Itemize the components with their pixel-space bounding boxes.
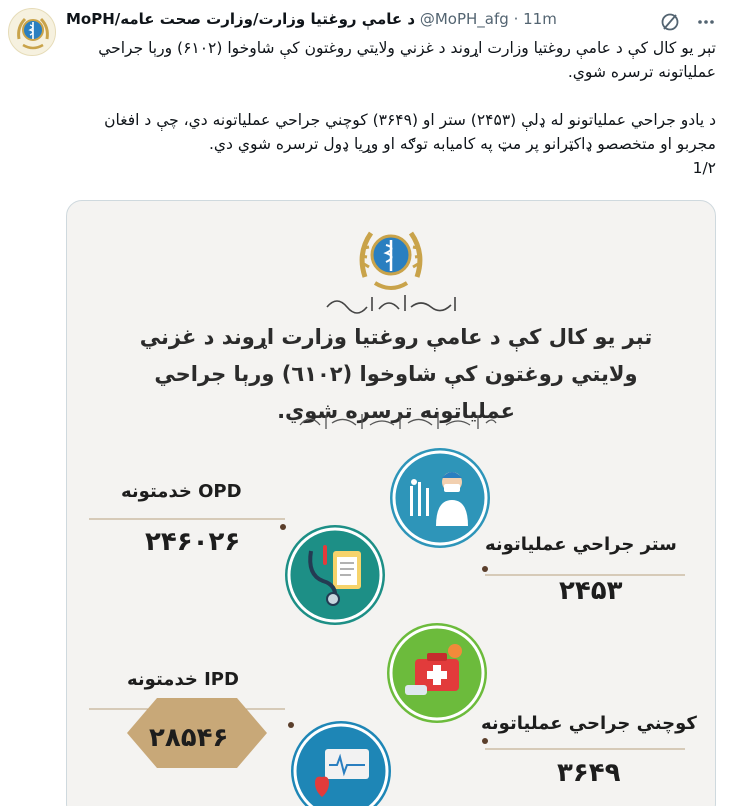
opd-badge [285,525,385,625]
more-icon [696,12,716,32]
ministry-logo [9,9,56,56]
ipd-services-value: ۲۸۵۴۶ [149,723,229,753]
minor-surgeries-label: کوچني جراحي عملیاتونه [481,713,697,734]
thread-marker: 1/۲ [692,159,716,177]
ipd-services-label: IPD خدمتونه [127,669,239,690]
more-button[interactable] [692,8,720,36]
poster-title: تېر یو کال کې د عامې روغتیا وزارت اړوند د غزني ولایتي روغتون کې شاوخوا (٦١٠٢) ورېا جراحي عملیاتونه ترسره شوي. [139,325,653,423]
timestamp[interactable]: 11m [523,10,557,28]
minor-surgeries-value: ۳۶۴۹ [557,758,621,788]
calligraphy-department [292,409,502,433]
opd-services-label: OPD خدمتونه [121,481,242,502]
surgeons-badge [390,448,490,548]
calligraphy-signature [317,289,467,317]
handle[interactable]: @MoPH_afg [419,10,509,28]
opd-services-value: ۲۴۶۰۲۶ [145,527,241,557]
major-surgeries-value: ۲۴۵۳ [559,576,623,606]
surgeon-tools-icon [390,448,490,548]
dot-separator: · [513,10,519,28]
heart-monitor-icon [291,721,391,806]
stethoscope-clipboard-icon [285,525,385,625]
leader-line-small [479,735,689,755]
display-name[interactable]: MoPH/د عامې روغتیا وزارت/وزارت صحت عامه [66,10,416,28]
grok-icon [660,12,680,32]
avatar[interactable] [8,8,56,56]
tweet-media-image[interactable] [66,200,716,806]
ministry-logo [351,219,431,299]
tweet-text [66,36,716,180]
tweet-paragraph-1: تېر یو کال کې د عامې روغتیا وزارت اړوند د غزني ولایتي روغتون کې شاوخوا (۶۱۰۲) ورېا جراحي عملیاتونه ترسره شوي. [98,39,716,81]
tweet-paragraph-2: د یادو جراحي عملیاتونو له ډلې (۲۴۵۳) ستر او (۳۶۴۹) کوچني جراحي عملیاتونه دي، چې د افغان مجربو او متخصصو ډاکټرانو پر مټ په کامیابه توګه او وړیا ډول ترسره شوي دي. [104,111,716,153]
first-aid-badge [387,623,487,723]
first-aid-kit-icon [387,623,487,723]
major-surgeries-label: ستر جراحي عملیاتونه [485,534,677,555]
ipd-badge [291,721,391,806]
tweet-header [66,10,656,34]
grok-button[interactable] [656,8,684,36]
